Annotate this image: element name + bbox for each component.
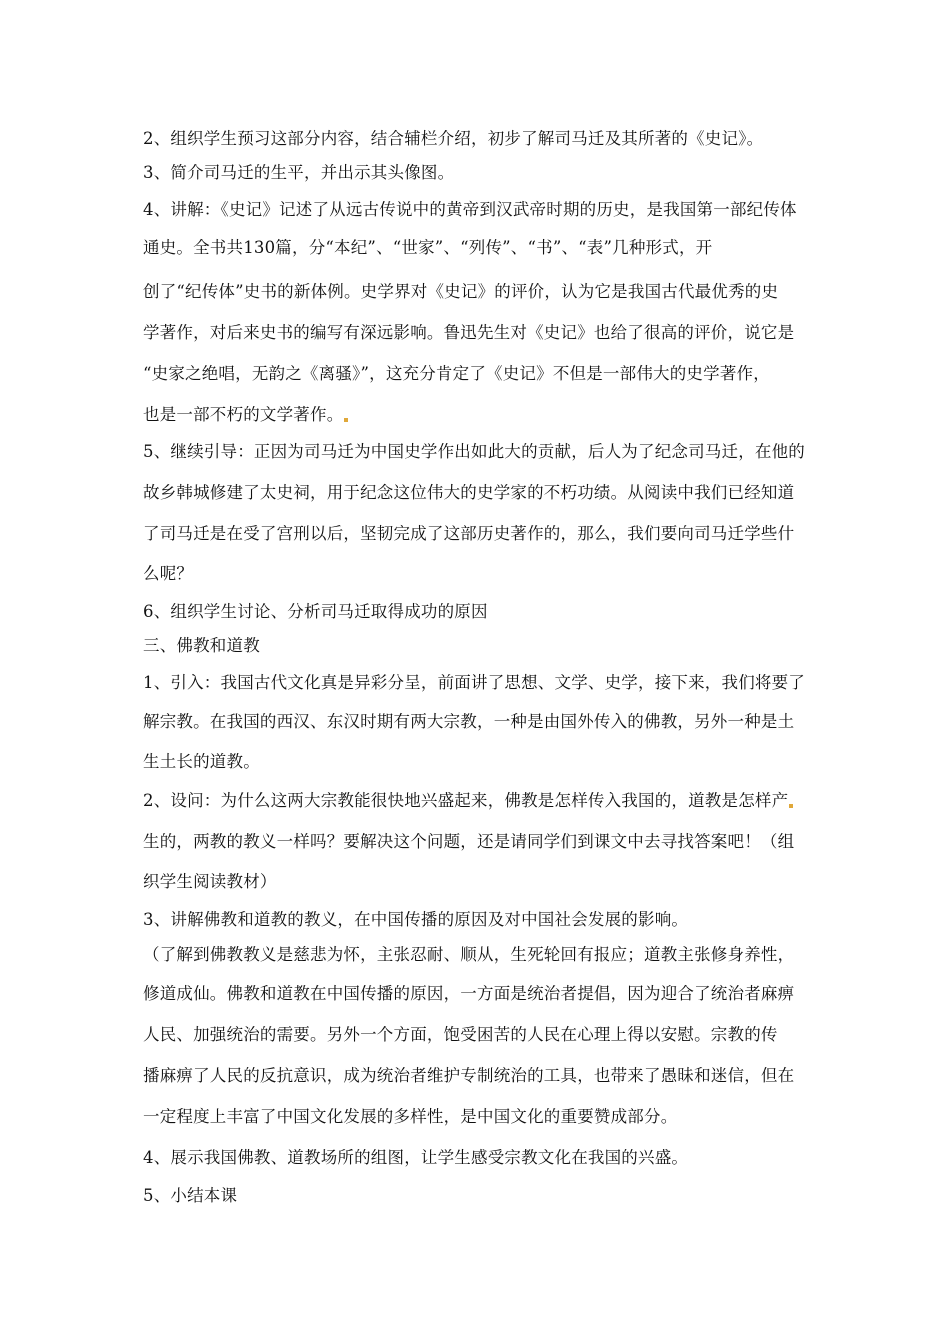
text-line: 么呢？ [143, 564, 194, 583]
text-line: 故乡韩城修建了太史祠，用于纪念这位伟大的史学家的不朽功绩。从阅读中我们已经知道 [143, 483, 795, 502]
text-line: 了司马迁是在受了宫刑以后，坚韧完成了这部历史著作的，那么，我们要向司马迁学些什 [143, 524, 795, 543]
text-line: 4、展示我国佛教、道教场所的组图，让学生感受宗教文化在我国的兴盛。 [143, 1148, 689, 1167]
text-line: 通史。全书共130篇，分“本纪”、“世家”、“列传”、“书”、“表”几种形式，开 [143, 238, 713, 257]
text-line: “史家之绝唱，无韵之《离骚》”，这充分肯定了《史记》不但是一部伟大的史学著作， [143, 364, 770, 383]
text-line: 织学生阅读教材） [143, 872, 277, 891]
text-line [143, 791, 823, 811]
text-line: 学著作，对后来史书的编写有深远影响。鲁迅先生对《史记》也给了很高的评价，说它是 [143, 323, 795, 342]
text-line: 生的，两教的教义一样吗？要解决这个问题，还是请同学们到课文中去寻找答案吧！（组 [143, 832, 795, 851]
text-line-content: 2、设问：为什么这两大宗教能很快地兴盛起来，佛教是怎样传入我国的，道教是怎样产 [143, 791, 789, 810]
text-line: 解宗教。在我国的西汉、东汉时期有两大宗教，一种是由国外传入的佛教，另外一种是土 [143, 712, 795, 731]
highlight-mark [344, 418, 348, 422]
text-line: （了解到佛教教义是慈悲为怀，主张忍耐、顺从，生死轮回有报应；道教主张修身养性， [143, 945, 795, 964]
text-line: 6、组织学生讨论、分析司马迁取得成功的原因 [143, 602, 488, 621]
text-line [143, 405, 823, 425]
text-line: 修道成仙。佛教和道教在中国传播的原因，一方面是统治者提倡，因为迎合了统治者麻痹 [143, 984, 795, 1003]
section-heading: 三、佛教和道教 [143, 636, 260, 655]
text-line-content: 也是一部不朽的文学著作。 [143, 405, 344, 424]
text-line: 3、简介司马迁的生平，并出示其头像图。 [143, 163, 455, 182]
text-line: 3、讲解佛教和道教的教义，在中国传播的原因及对中国社会发展的影响。 [143, 910, 689, 929]
text-line: 5、小结本课 [143, 1186, 238, 1205]
text-line: 生土长的道教。 [143, 752, 260, 771]
highlight-mark [789, 804, 793, 808]
text-line: 1、引入：我国古代文化真是异彩分呈，前面讲了思想、文学、史学，接下来，我们将要了 [143, 673, 805, 692]
text-line: 创了“纪传体”史书的新体例。史学界对《史记》的评价，认为它是我国古代最优秀的史 [143, 282, 779, 301]
text-line: 2、组织学生预习这部分内容，结合辅栏介绍，初步了解司马迁及其所著的《史记》。 [143, 129, 764, 148]
text-line: 5、继续引导：正因为司马迁为中国史学作出如此大的贡献，后人为了纪念司马迁，在他的 [143, 442, 805, 461]
text-line: 4、讲解：《史记》记述了从远古传说中的黄帝到汉武帝时期的历史，是我国第一部纪传体 [143, 200, 797, 219]
text-line: 播麻痹了人民的反抗意识，成为统治者维护专制统治的工具，也带来了愚昧和迷信，但在 [143, 1066, 795, 1085]
text-line: 人民、加强统治的需要。另外一个方面，饱受困苦的人民在心理上得以安慰。宗教的传 [143, 1025, 778, 1044]
text-line: 一定程度上丰富了中国文化发展的多样性，是中国文化的重要赞成部分。 [143, 1107, 678, 1126]
